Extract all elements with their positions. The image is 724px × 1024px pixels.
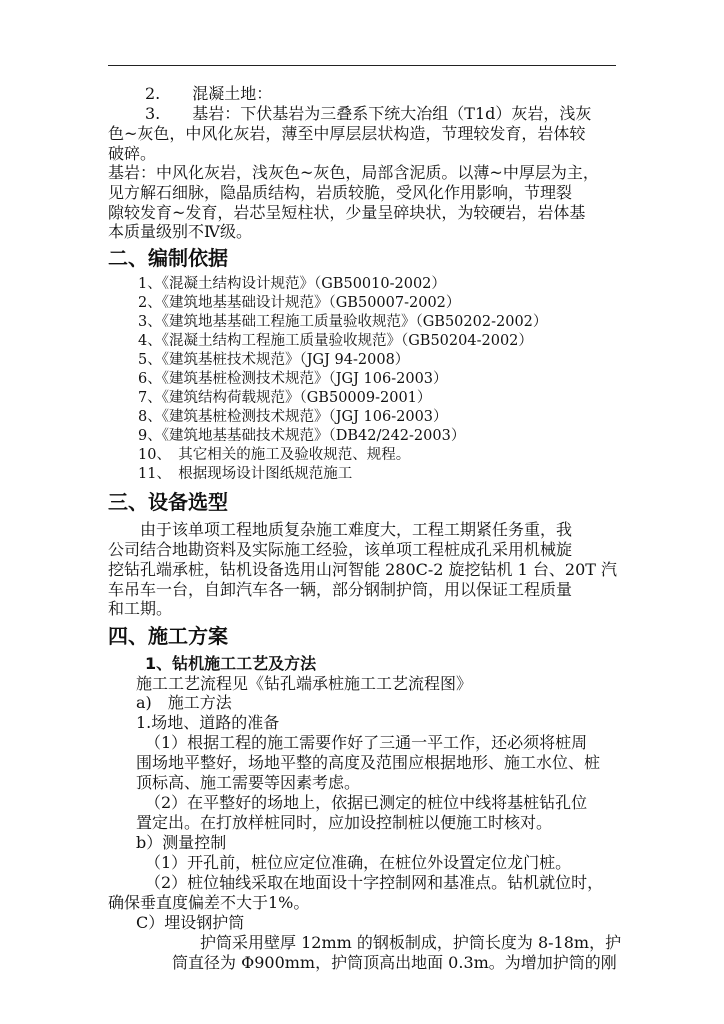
geo-line-6: 见方解石细脉，隐晶质结构，岩质较脆，受风化作用影响，节理裂 xyxy=(108,183,573,202)
reference-item: 7、《建筑结构荷载规范》（GB50009-2001） xyxy=(138,390,432,406)
geo-line-2: 3. 基岩：下伏基岩为三叠系下统大冶组（T1d）灰岩，浅灰 xyxy=(145,104,592,123)
casing-line-1: 护筒采用壁厚 12mm 的钢板制成，护筒长度为 8-18m，护 xyxy=(200,933,622,952)
equipment-line-3: 挖钻孔端承桩，钻机设备选用山河智能 280C-2 旋挖钻机 1 台、20T 汽 xyxy=(108,560,618,579)
reference-item: 10、 其它相关的施工及验收规范、规程。 xyxy=(138,447,411,463)
geo-line-8: 本质量级别不Ⅳ级。 xyxy=(108,222,252,241)
item-a-title: a) 施工方法 xyxy=(136,693,232,712)
equipment-line-2: 公司结合地勘资料及实际施工经验，该单项工程桩成孔采用机械旋 xyxy=(108,540,573,559)
equipment-line-1: 由于该单项工程地质复杂施工难度大，工程工期紧任务重，我 xyxy=(108,520,573,539)
equipment-line-5: 和工期。 xyxy=(108,599,173,618)
item-c-title: C）埋设钢护筒 xyxy=(136,913,245,932)
reference-item: 1、《混凝土结构设计规范》（GB50010-2002） xyxy=(138,276,446,292)
geo-line-1: 2. 混凝土地： xyxy=(145,84,273,103)
prep-line-4: （2）在平整好的场地上，依据已测定的桩位中线将基桩钻孔位 xyxy=(145,793,588,812)
survey-line-1: （1）开孔前，桩位应定位准确，在桩位外设置定位龙门桩。 xyxy=(145,853,572,872)
reference-item: 4、《混凝土结构工程施工质量验收规范》（GB50204-2002） xyxy=(138,333,533,349)
prep-line-2: 围场地平整好，场地平整的高度及范围应根据地形、施工水位、桩 xyxy=(136,753,601,772)
geo-line-5: 基岩：中风化灰岩，浅灰色~灰色，局部含泥质。以薄~中厚层为主， xyxy=(108,163,599,182)
survey-line-2: （2）桩位轴线采取在地面设十字控制网和基准点。钻机就位时， xyxy=(145,873,604,892)
geo-line-4: 破碎。 xyxy=(108,144,157,163)
reference-item: 6、《建筑基桩检测技术规范》（JGJ 106-2003） xyxy=(138,371,448,387)
casing-line-2: 筒直径为 Φ900mm，护筒顶高出地面 0.3m。为增加护筒的刚 xyxy=(172,953,617,972)
section-2-heading: 二、编制依据 xyxy=(108,246,228,270)
reference-item: 2、《建筑地基基础设计规范》（GB50007-2002） xyxy=(138,295,461,311)
prep-line-3: 顶标高、施工需要等因素考虑。 xyxy=(136,773,361,792)
header-rule xyxy=(108,65,616,66)
reference-item: 9、《建筑地基基础技术规范》（DB42/242-2003） xyxy=(138,428,466,444)
equipment-line-4: 车吊车一台，自卸汽车各一辆，部分钢制护筒，用以保证工程质量 xyxy=(108,580,573,599)
section-3-heading: 三、设备选型 xyxy=(108,490,228,514)
survey-line-3: 确保垂直度偏差不大于1%。 xyxy=(108,893,310,912)
reference-item: 3、《建筑地基基础工程施工质量验收规范》（GB50202-2002） xyxy=(138,314,548,330)
item-b-title: b）测量控制 xyxy=(136,833,227,852)
geo-line-3: 色~灰色，中风化灰岩，薄至中厚层层状构造，节理较发育，岩体较 xyxy=(108,124,586,143)
geo-line-7: 隙较发育~发育，岩芯呈短柱状，少量呈碎块状，为较硬岩，岩体基 xyxy=(108,203,586,222)
reference-item: 5、《建筑基桩技术规范》（JGJ 94-2008） xyxy=(138,352,410,368)
process-flow-line: 施工工艺流程见《钻孔端承桩施工工艺流程图》 xyxy=(136,674,473,693)
section-4-heading: 四、施工方案 xyxy=(108,624,228,648)
site-preparation-title: 1.场地、道路的准备 xyxy=(136,713,280,732)
prep-line-1: （1）根据工程的施工需要作好了三通一平工作，还必须将桩周 xyxy=(145,733,588,752)
reference-item: 8、《建筑基桩检测技术规范》（JGJ 106-2003） xyxy=(138,409,448,425)
prep-line-5: 置定出。在打放样桩同时，应加设控制桩以便施工时核对。 xyxy=(136,813,553,832)
subsection-title: 1、钻机施工工艺及方法 xyxy=(145,654,317,673)
reference-item: 11、 根据现场设计图纸规范施工 xyxy=(138,466,353,482)
